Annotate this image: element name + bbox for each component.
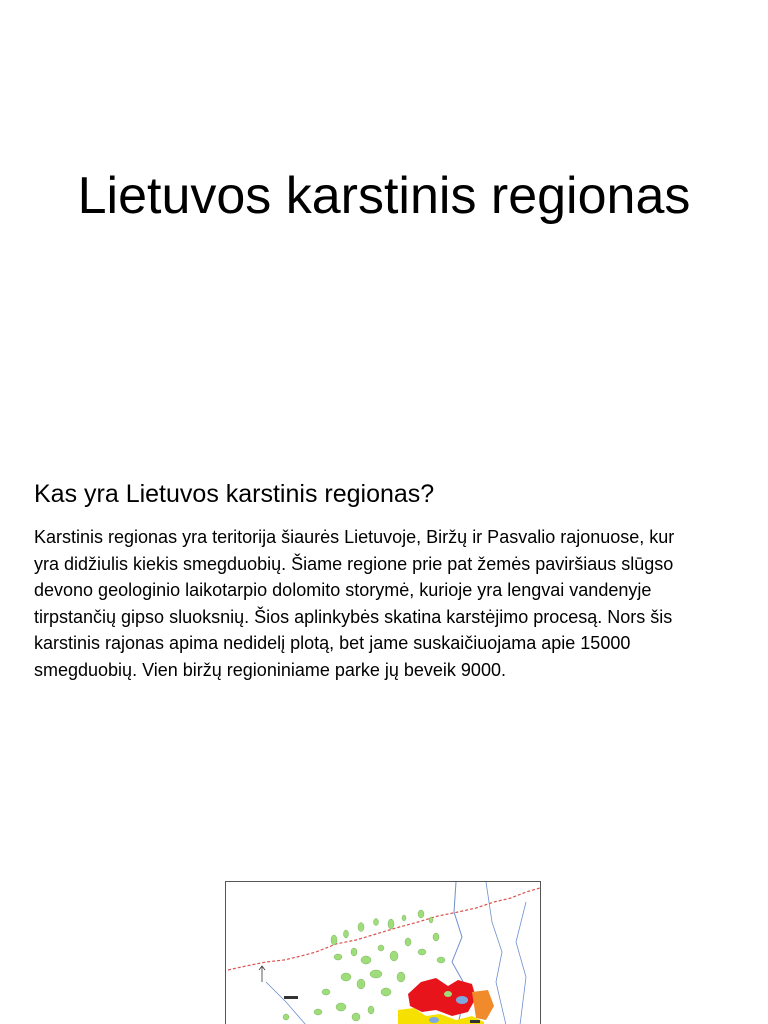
slide-title: Lietuvos karstinis regionas (77, 167, 691, 225)
map-blue-patch (429, 1017, 439, 1023)
body-line: smegduobių. Vien biržų regioniniame parke jų beveik 9000. (34, 659, 506, 680)
map-town-marker (284, 996, 298, 999)
body-line: Karstinis regionas yra teritorija šiaurės Lietuvoje, Biržų ir Pasvalio rajonuose, kur (34, 527, 675, 547)
map-north-arrow (259, 966, 265, 982)
body-line: yra didžiulis kiekis smegduobių. Šiame regione prie pat žemės paviršiaus slūgso (34, 553, 674, 574)
body-line: tirpstančių gipso sluoksnių. Šios aplinkybės skatina karstėjimo procesą. Nors šis (34, 606, 673, 627)
map-river (516, 902, 526, 1024)
section-heading: Kas yra Lietuvos karstinis regionas? (34, 480, 435, 508)
map-orange-zone (472, 990, 494, 1020)
body-paragraph (34, 524, 734, 684)
karst-map-graphic (226, 882, 541, 1024)
map-green-patch (444, 991, 452, 997)
body-line: devono geologinio laikotarpio dolomito storymė, kurioje yra lengvai vandenyje (34, 580, 652, 601)
map-town-marker (470, 1020, 480, 1023)
body-line: karstinis rajonas apima nedidelį plotą, bet jame suskaičiuojama apie 15000 (34, 633, 631, 654)
karst-region-map (225, 881, 541, 1024)
map-blue-patch (456, 996, 468, 1004)
map-border (228, 888, 540, 970)
